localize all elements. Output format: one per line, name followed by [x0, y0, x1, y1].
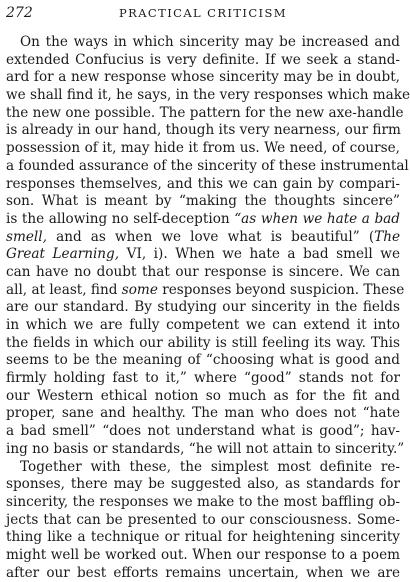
- text-run: son. What is meant by “making the thoughts sincere”: [6, 193, 400, 209]
- text-run: our Western ethical notion so much as for the fit and: [6, 388, 400, 404]
- text-line: [6, 176, 400, 194]
- text-line: [6, 388, 400, 406]
- text-line: [6, 370, 400, 388]
- text-run: are our standard. By studying our sincerity in the fields: [6, 299, 400, 315]
- text-run: sincerity, the responses we make to the most baffling ob-: [6, 494, 400, 510]
- italic-text: smell,: [6, 229, 47, 245]
- paragraph: [6, 459, 400, 582]
- text-run: Together with these, the simplest most definite re-: [20, 459, 400, 475]
- paragraph: [6, 34, 400, 459]
- text-line: [6, 512, 400, 530]
- text-line: [6, 441, 400, 459]
- text-line: [6, 299, 400, 317]
- text-run: ing no basis or standards, “he will not attain to sincerity.”: [6, 441, 404, 457]
- text-line: [6, 405, 400, 423]
- text-line: [6, 105, 400, 123]
- text-run: the fields in which our ability is still feeling its way. This: [6, 335, 400, 351]
- text-line: [6, 423, 400, 441]
- text-line: [6, 282, 400, 300]
- italic-text: some: [122, 282, 158, 298]
- running-head: [6, 3, 400, 23]
- text-line: [6, 476, 400, 494]
- text-run: and as when we love what is beautiful” (: [47, 229, 374, 245]
- text-run: ard for a new response whose sincerity may be in doubt,: [6, 69, 400, 85]
- running-title: PRACTICAL CRITICISM: [6, 3, 400, 23]
- text-run: responses beyond suspicion. These: [158, 282, 404, 298]
- text-run: can have no doubt that our response is sincere. We can: [6, 264, 400, 280]
- text-run: the new one possible. The pattern for the new axe-handle: [6, 105, 404, 121]
- text-line: [6, 52, 400, 70]
- text-run: responses themselves, and this we can gain by compari-: [6, 176, 400, 192]
- text-run: in which we are fully competent we can extend it into: [6, 317, 400, 333]
- text-run: possession of it, may hide it from us. We need, of course,: [6, 140, 400, 156]
- text-run: we shall find it, he says, in the very responses which make: [6, 87, 410, 103]
- text-run: is the allowing no self-deception: [6, 211, 234, 227]
- text-run: sponses, there may be suggested also, as standards for: [6, 476, 400, 492]
- text-line: [6, 246, 400, 264]
- book-page: [6, 0, 400, 568]
- body-text: [6, 34, 400, 582]
- text-line: [6, 352, 400, 370]
- text-run: is already in our hand, though its very nearness, our firm: [6, 122, 401, 138]
- text-run: proper, sane and healthy. The man who does not “hate: [6, 405, 400, 421]
- text-line: [6, 459, 400, 477]
- text-run: a founded assurance of the sincerity of these instrumental: [6, 158, 409, 174]
- text-run: a bad smell” “does not understand what is good”; hav-: [6, 423, 400, 439]
- text-line: [6, 529, 400, 547]
- text-run: all, at least, find: [6, 282, 122, 298]
- text-line: [6, 87, 400, 105]
- italic-text: Great Learning,: [6, 246, 119, 262]
- text-line: [6, 494, 400, 512]
- text-run: jects that can be presented to our consciousness. Some-: [6, 512, 400, 528]
- text-run: extended Confucius is very definite. If we seek a stand-: [6, 52, 400, 68]
- text-line: [6, 34, 400, 52]
- text-line: [6, 547, 400, 565]
- text-line: [6, 229, 400, 247]
- text-line: [6, 335, 400, 353]
- text-line: [6, 317, 400, 335]
- text-line: [6, 158, 400, 176]
- text-run: firmly holding fast to it,” where “good” stands not for: [6, 370, 400, 386]
- text-run: thing like a technique or ritual for heightening sincerity: [6, 529, 400, 545]
- italic-text: “as when we hate a bad: [234, 211, 400, 227]
- text-run: after our best efforts remains uncertain, when we are: [6, 565, 400, 581]
- text-line: [6, 69, 400, 87]
- text-run: On the ways in which sincerity may be increased and: [20, 34, 400, 50]
- text-run: VI, i). When we hate a bad smell we: [119, 246, 400, 262]
- text-run: might well be worked out. When our response to a poem: [6, 547, 400, 563]
- text-line: [6, 140, 400, 158]
- page-number: 272: [6, 3, 33, 23]
- text-line: [6, 565, 400, 582]
- text-run: seems to be the meaning of “choosing what is good and: [6, 352, 400, 368]
- text-line: [6, 193, 400, 211]
- text-line: [6, 264, 400, 282]
- text-line: [6, 211, 400, 229]
- text-line: [6, 122, 400, 140]
- italic-text: The: [374, 229, 400, 245]
